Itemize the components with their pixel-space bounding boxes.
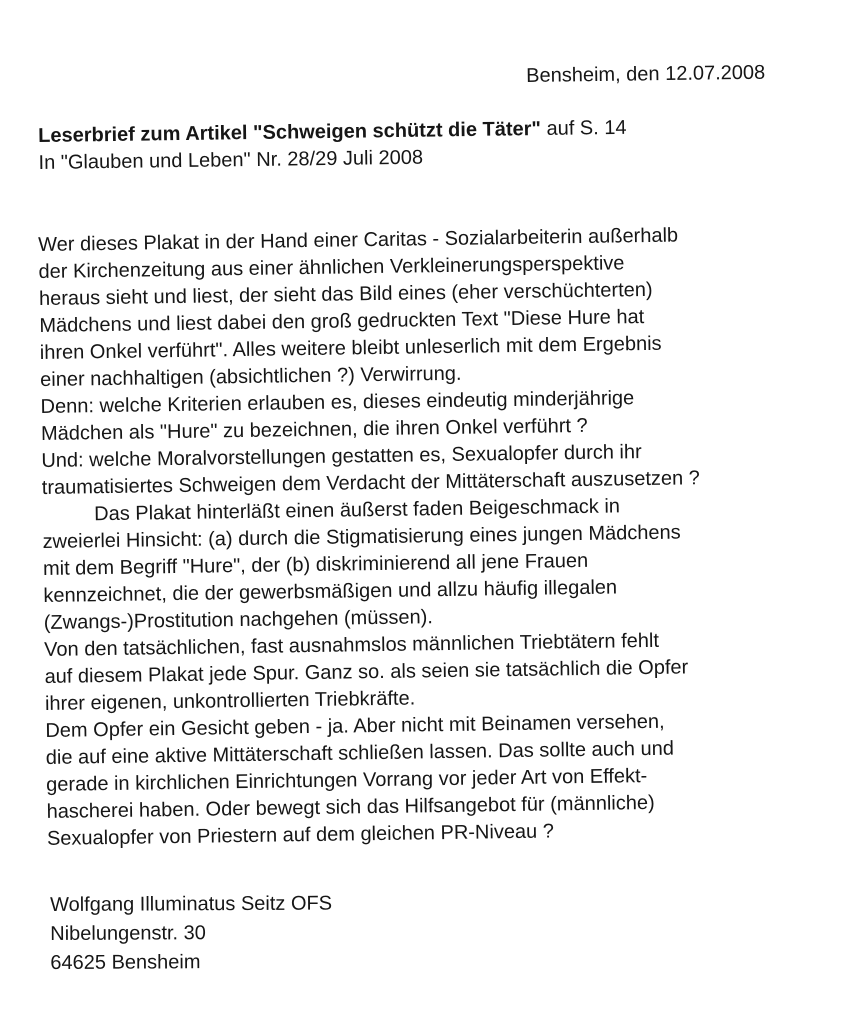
body-line: gerade in kirchlichen Einrichtungen Vorrang vor jeder Art von Effekt- bbox=[46, 765, 648, 796]
body-line: die auf eine aktive Mittäterschaft schließen lassen. Das sollte auch und bbox=[45, 737, 675, 769]
body-line: Denn: welche Kriterien erlauben es, dieses eindeutig minderjährige bbox=[40, 387, 635, 418]
body-line: traumatisiertes Schweigen dem Verdacht der Mittäterschaft auszusetzen ? bbox=[41, 467, 700, 499]
body-line: Von den tatsächlichen, fast ausnahmslos männlichen Triebtätern fehlt bbox=[44, 629, 660, 661]
body-line: der Kirchenzeitung aus einer ähnlichen Verkleinerungsperspektive bbox=[38, 252, 625, 283]
body-line: hascherei haben. Oder bewegt sich das Hilfsangebot für (männliche) bbox=[46, 791, 655, 823]
body-line: Dem Opfer ein Gesicht geben - ja. Aber nicht mit Beinamen versehen, bbox=[45, 710, 665, 742]
body-line: einer nachhaltigen (absichtlichen ?) Verwirrung. bbox=[40, 362, 462, 391]
body-line: (Zwangs-)Prostitution nachgehen (müssen). bbox=[43, 606, 433, 634]
signature-street: Nibelungenstr. 30 bbox=[50, 922, 206, 945]
body-line: Wer dieses Plakat in der Hand einer Caritas - Sozialarbeiterin außerhalb bbox=[38, 224, 679, 256]
body-line: Und: welche Moralvorstellungen gestatten es, Sexualopfer durch ihr bbox=[41, 441, 642, 472]
body-line: Sexualopfer von Priestern auf dem gleichen PR-Niveau ? bbox=[46, 820, 555, 850]
body-line: mit dem Begriff "Hure", der (b) diskriminierend all jene Frauen bbox=[42, 549, 589, 580]
body-line: zweierlei Hinsicht: (a) durch die Stigmatisierung eines jungen Mädchens bbox=[42, 521, 681, 553]
body-line: heraus sieht und liest, der sieht das Bild eines (eher verschüchterten) bbox=[38, 278, 653, 310]
signature-name: Wolfgang Illuminatus Seitz OFS bbox=[50, 892, 333, 916]
signature-city: 64625 Bensheim bbox=[50, 951, 201, 974]
subject-line-2: In "Glauben und Leben" Nr. 28/29 Juli 2008 bbox=[38, 146, 424, 174]
body-line: auf diesem Plakat jede Spur. Ganz so. als seien sie tatsächlich die Opfer bbox=[44, 656, 689, 688]
body-line: Mädchen als "Hure" zu bezeichnen, die ihren Onkel verführt ? bbox=[40, 414, 588, 445]
signature-block bbox=[50, 890, 332, 978]
body-line-indented: Das Plakat hinterläßt einen äußerst faden Beigeschmack in bbox=[94, 495, 621, 526]
letter-body bbox=[38, 220, 847, 853]
letter-subject bbox=[38, 112, 819, 177]
body-line: Mädchens und liest dabei den groß gedruckten Text "Diese Hure hat bbox=[39, 306, 645, 337]
subject-title-rest: auf S. 14 bbox=[540, 116, 627, 140]
subject-title-bold: Leserbrief zum Artikel "Schweigen schützt die Täter" bbox=[38, 117, 542, 147]
body-line: ihrer eigenen, unkontrollierten Triebkräfte. bbox=[44, 687, 416, 715]
body-line: ihren Onkel verführt". Alles weitere bleibt unleserlich mit dem Ergebnis bbox=[39, 332, 662, 364]
body-line: kennzeichnet, die der gewerbsmäßigen und allzu häufig illegalen bbox=[43, 576, 618, 607]
letter-date: Bensheim, den 12.07.2008 bbox=[526, 61, 766, 87]
